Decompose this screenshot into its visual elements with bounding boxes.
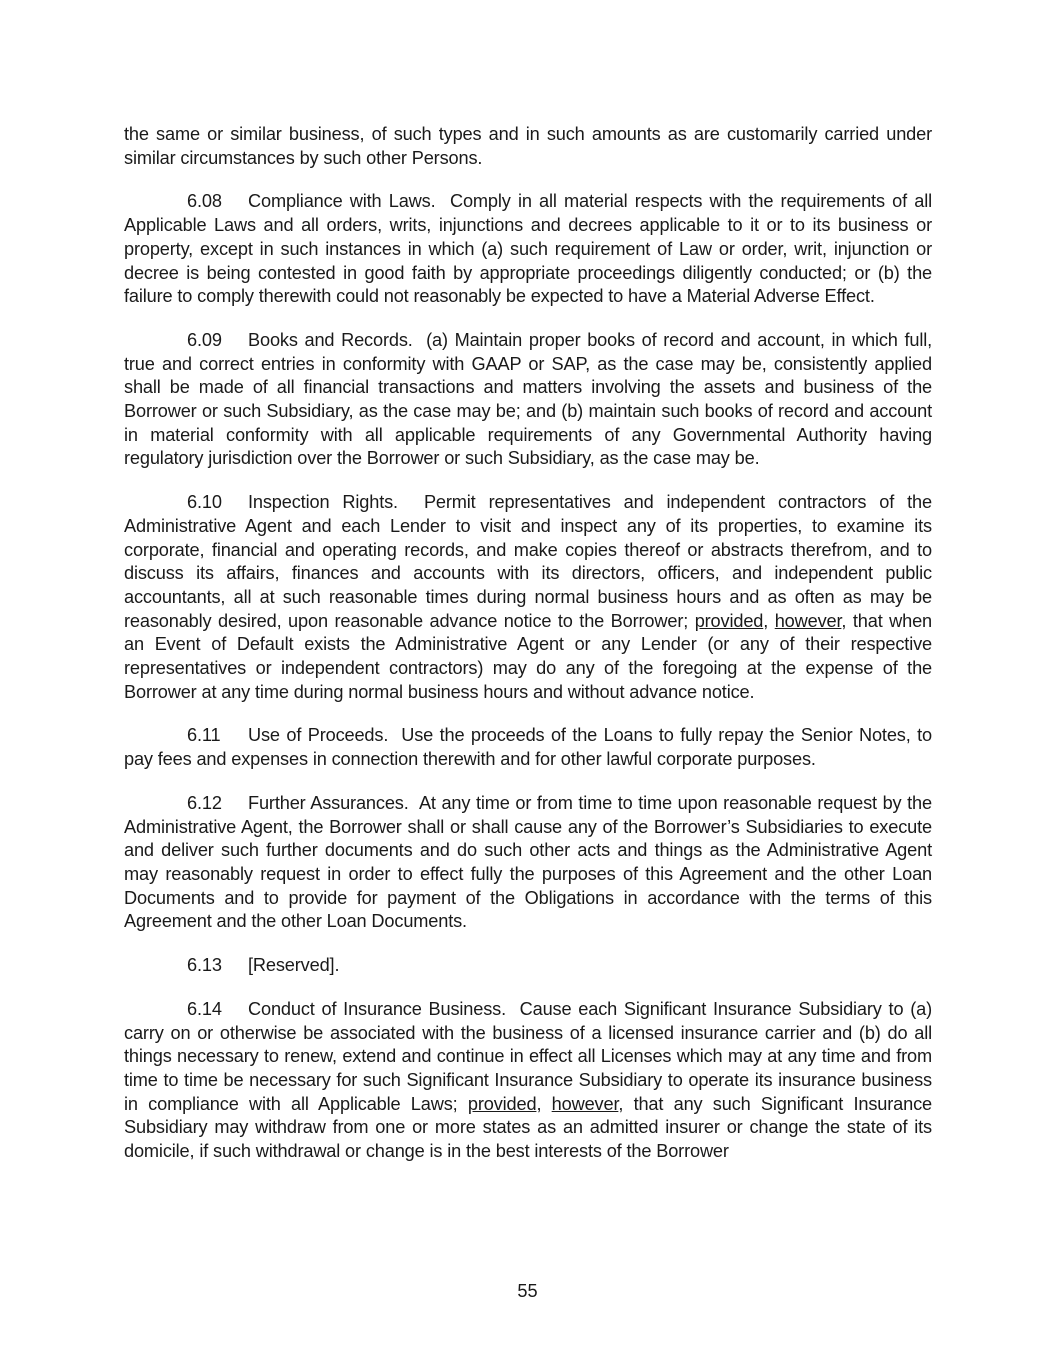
- section-heading: Compliance with Laws.: [248, 191, 436, 212]
- section-text: At any time or from time to time upon reasonable request by the Administrative Agent, the Borrower shall or shall cause any of the Borrower’s Subsidiaries to execute and deliver such further documents and do such other acts and things as the Administrative Agent may reasonably request in order to effect fully the purposes of this Agreement and the other Loan Documents and to provide for payment of the Obligations in accordance with the terms of this Agreement and the other Loan Documents.: [124, 792, 932, 932]
- section-heading: Use of Proceeds.: [248, 725, 389, 746]
- section-text: Comply in all material respects with the requirements of all Applicable Laws and all orders, writs, injunctions and decrees applicable to it or to its business or property, except in such instances in which (a) such requirement of Law or order, writ, injunction or decree is being contested in good faith by appropriate proceedings diligently conducted; or (b) the failure to comply therewith could not reasonably be expected to have a Material Adverse Effect.: [124, 191, 932, 307]
- section-number: 6.09: [187, 329, 222, 350]
- section-6-14: [124, 998, 932, 1164]
- section-number: 6.08: [187, 191, 222, 212]
- section-text: Cause each Significant Insurance Subsidiary to (a) carry on or otherwise be associated with the business of a licensed insurance carrier and (b) do all things necessary to renew, extend and continue in effect all Licenses which may at any time and from time to time be necessary for such Significant Insurance Subsidiary to operate its insurance business in compliance with all Applicable Laws;: [124, 998, 932, 1114]
- document-body: [124, 123, 932, 1184]
- separator: ,: [536, 1093, 552, 1114]
- section-number: 6.14: [187, 998, 222, 1019]
- underlined-term-provided: provided: [467, 1093, 537, 1114]
- section-text: Permit representatives and independent contractors of the Administrative Agent and each Lender to visit and inspect any of its properties, to examine its corporate, financial and operating records, and make copies thereof or abstracts therefrom, and to discuss its affairs, finances and accounts with its directors, officers, and independent public accountants, all at such reasonable times during normal business hours and as often as may be reasonably desired, upon reasonable advance notice to the Borrower;: [124, 492, 932, 631]
- section-number: 6.10: [187, 492, 222, 513]
- separator: ,: [763, 610, 775, 631]
- section-heading: [Reserved].: [248, 955, 340, 976]
- underlined-term-however: however: [551, 1093, 619, 1114]
- section-6-10: [124, 491, 932, 704]
- section-6-09: [124, 329, 932, 471]
- underlined-term-however: however: [774, 610, 842, 631]
- section-6-12: [124, 792, 932, 934]
- section-text: Use the proceeds of the Loans to fully repay the Senior Notes, to pay fees and expenses in connection therewith and for other lawful corporate purposes.: [124, 725, 932, 770]
- section-heading: Books and Records.: [248, 329, 413, 350]
- section-6-08: [124, 190, 932, 309]
- underlined-term-provided: provided: [694, 610, 764, 631]
- intro-paragraph: the same or similar business, of such types and in such amounts as are customarily carried under similar circumstances by such other Persons.: [124, 124, 932, 168]
- section-text: (a) Maintain proper books of record and account, in which full, true and correct entries in conformity with GAAP or SAP, as the case may be, consistently applied shall be made of all financial transactions and matters involving the assets and business of the Borrower or such Subsidiary, as the case may be; and (b) maintain such books of record and account in material conformity with all applicable requirements of any Governmental Authority having regulatory jurisdiction over the Borrower or such Subsidiary, as the case may be.: [124, 329, 933, 469]
- section-number: 6.13: [187, 955, 222, 976]
- section-number: 6.12: [187, 792, 222, 813]
- section-heading: Further Assurances.: [248, 792, 409, 813]
- section-text-continued: , that any such Significant Insurance Subsidiary may withdraw from one or more states as an admitted insurer or change the state of its domicile, if such withdrawal or change is in the best interests of the Borrower: [124, 1093, 933, 1162]
- section-heading: Conduct of Insurance Business.: [248, 998, 507, 1019]
- page-number: 55: [517, 1281, 538, 1301]
- section-text-continued: , that when an Event of Default exists the Administrative Agent or any Lender (or any of their respective representatives or independent contractors) may do any of the foregoing at the expense of the Borrower at any time during normal business hours and without advance notice.: [124, 610, 933, 702]
- section-6-13: [124, 954, 932, 978]
- section-heading: Inspection Rights.: [248, 492, 398, 513]
- section-6-11: [124, 724, 932, 771]
- section-number: 6.11: [187, 725, 221, 746]
